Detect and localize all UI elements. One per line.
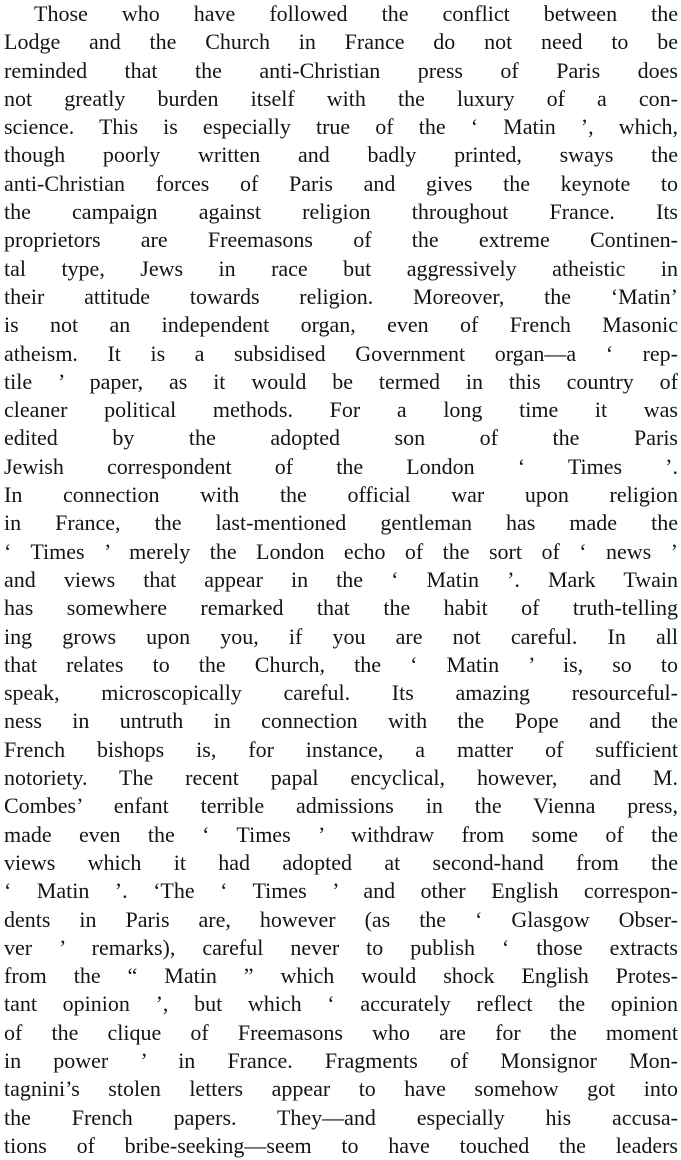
article-text [4,0,678,1160]
text-line: science. This is especially true of the ‘ Matin ’, which, [4,114,678,140]
text-line: from the “ Matin ” which would shock English Protes- [4,963,678,989]
text-line: has somewhere remarked that the habit of truth-telling [4,595,678,621]
text-line: Lodge and the Church in France do not need to be [4,29,678,55]
text-line: views which it had adopted at second-hand from the [4,849,678,875]
text-line: ing grows upon you, if you are not careful. In all [4,623,678,649]
text-line: dents in Paris are, however (as the ‘ Glasgow Obser- [4,906,678,932]
text-line: proprietors are Freemasons of the extreme Continen- [4,227,678,253]
text-line: in France, the last-mentioned gentleman has made the [4,510,678,536]
text-line: ‘ Matin ’. ‘The ‘ Times ’ and other English correspon- [4,878,678,904]
text-line: that relates to the Church, the ‘ Matin ’ is, so to [4,651,678,677]
text-line: In connection with the official war upon religion [4,482,678,508]
text-line: tal type, Jews in race but aggressively atheistic in [4,255,678,281]
text-line: tagnini’s stolen letters appear to have somehow got into [4,1076,678,1102]
text-line: tile ’ paper, as it would be termed in this country of [4,368,678,394]
text-line: ness in untruth in connection with the Pope and the [4,708,678,734]
text-line: their attitude towards religion. Moreover, the ‘Matin’ [4,283,678,309]
text-line: ver ’ remarks), careful never to publish ‘ those extracts [4,934,678,960]
text-line: is not an independent organ, even of French Masonic [4,312,678,338]
text-line: Jewish correspondent of the London ‘ Times ’. [4,453,678,479]
text-line: French bishops is, for instance, a matter of sufficient [4,736,678,762]
text-line: reminded that the anti-Christian press of Paris does [4,57,678,83]
text-line: the French papers. They—and especially his accusa- [4,1104,678,1130]
text-line: tant opinion ’, but which ‘ accurately reflect the opinion [4,991,678,1017]
text-line: in power ’ in France. Fragments of Monsignor Mon- [4,1047,678,1073]
text-line: atheism. It is a subsidised Government organ—a ‘ rep- [4,340,678,366]
text-line: and views that appear in the ‘ Matin ’. Mark Twain [4,566,678,592]
text-line: the campaign against religion throughout France. Its [4,199,678,225]
text-line: not greatly burden itself with the luxury of a con- [4,85,678,111]
text-line: though poorly written and badly printed, sways the [4,142,678,168]
text-line: anti-Christian forces of Paris and gives the keynote to [4,170,678,196]
text-line: cleaner political methods. For a long time it was [4,397,678,423]
text-line: ‘ Times ’ merely the London echo of the sort of ‘ news ’ [4,538,678,564]
text-line: notoriety. The recent papal encyclical, however, and M. [4,765,678,791]
text-line: tions of bribe-seeking—seem to have touched the leaders [4,1132,678,1158]
text-line: edited by the adopted son of the Paris [4,425,678,451]
text-line: of the clique of Freemasons who are for the moment [4,1019,678,1045]
text-line: Combes’ enfant terrible admissions in the Vienna press, [4,793,678,819]
text-line: speak, microscopically careful. Its amazing resourceful- [4,680,678,706]
text-line: made even the ‘ Times ’ withdraw from some of the [4,821,678,847]
text-line: Those who have followed the conflict between the [34,1,678,26]
